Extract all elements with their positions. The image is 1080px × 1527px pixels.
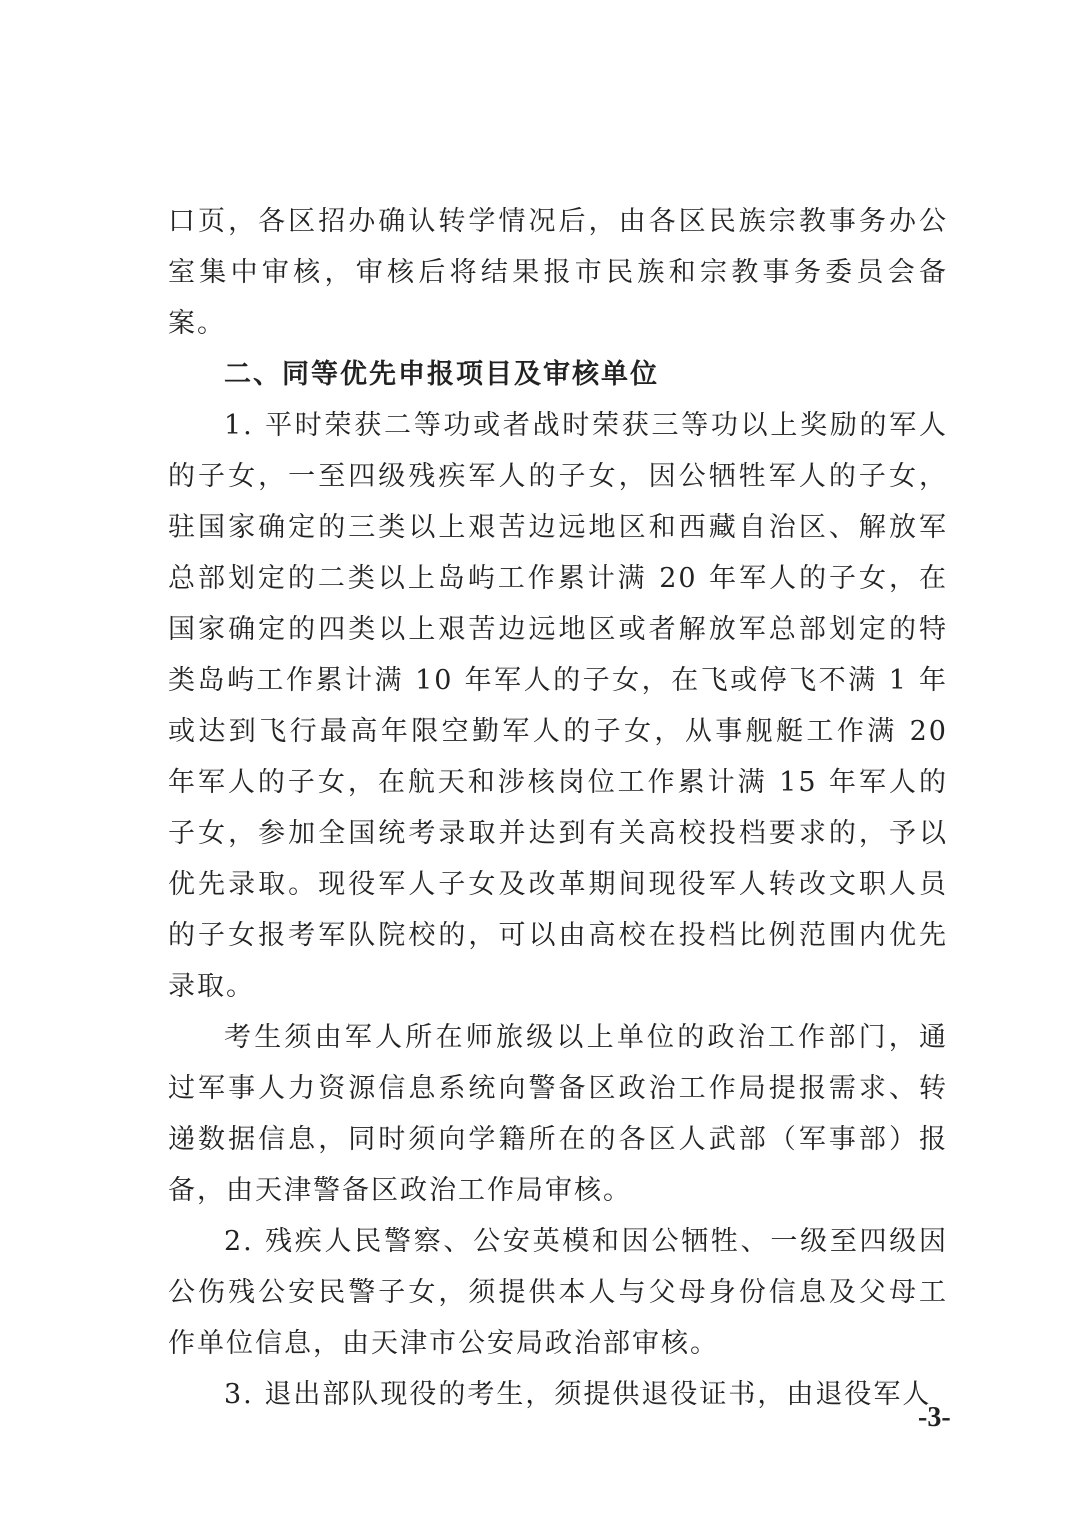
paragraph-item-1-procedure: 考生须由军人所在师旅级以上单位的政治工作部门，通过军事人力资源信息系统向警备区政治工作局提报需求、转递数据信息，同时须向学籍所在的各区人武部（军事部）报备，由天津警备区政治工作局审核。 <box>168 1022 948 1206</box>
section-heading: 二、同等优先申报项目及审核单位 <box>224 359 659 390</box>
paragraph-item-1: 1. 平时荣获二等功或者战时荣获三等功以上奖励的军人的子女，一至四级残疾军人的子女，因公牺牲军人的子女，驻国家确定的三类以上艰苦边远地区和西藏自治区、解放军总部划定的二类以上岛屿工作累计满 20 年军人的子女，在国家确定的四类以上艰苦边远地区或者解放军总部划定的特类岛屿工作累计满 10 年军人的子女，在飞或停飞不满 1 年或达到飞行最高年限空勤军人的子女，从事舰艇工作满 20 年军人的子女，在航天和涉核岗位工作累计满 15 年军人的子女，参加全国统考录取并达到有关高校投档要求的，予以优先录取。现役军人子女及改革期间现役军人转改文职人员的子女报考军队院校的，可以由高校在投档比例范围内优先录取。 <box>168 410 948 1002</box>
page-number: -3- <box>918 1402 951 1433</box>
paragraph-continuation: 口页，各区招办确认转学情况后，由各区民族宗教事务办公室集中审核，审核后将结果报市民族和宗教事务委员会备案。 <box>168 206 948 339</box>
body-text <box>168 196 948 1420</box>
paragraph-item-2: 2. 残疾人民警察、公安英模和因公牺牲、一级至四级因公伤残公安民警子女，须提供本人与父母身份信息及父母工作单位信息，由天津市公安局政治部审核。 <box>168 1226 948 1359</box>
paragraph-item-3: 3. 退出部队现役的考生，须提供退役证书，由退役军人 <box>224 1379 932 1410</box>
